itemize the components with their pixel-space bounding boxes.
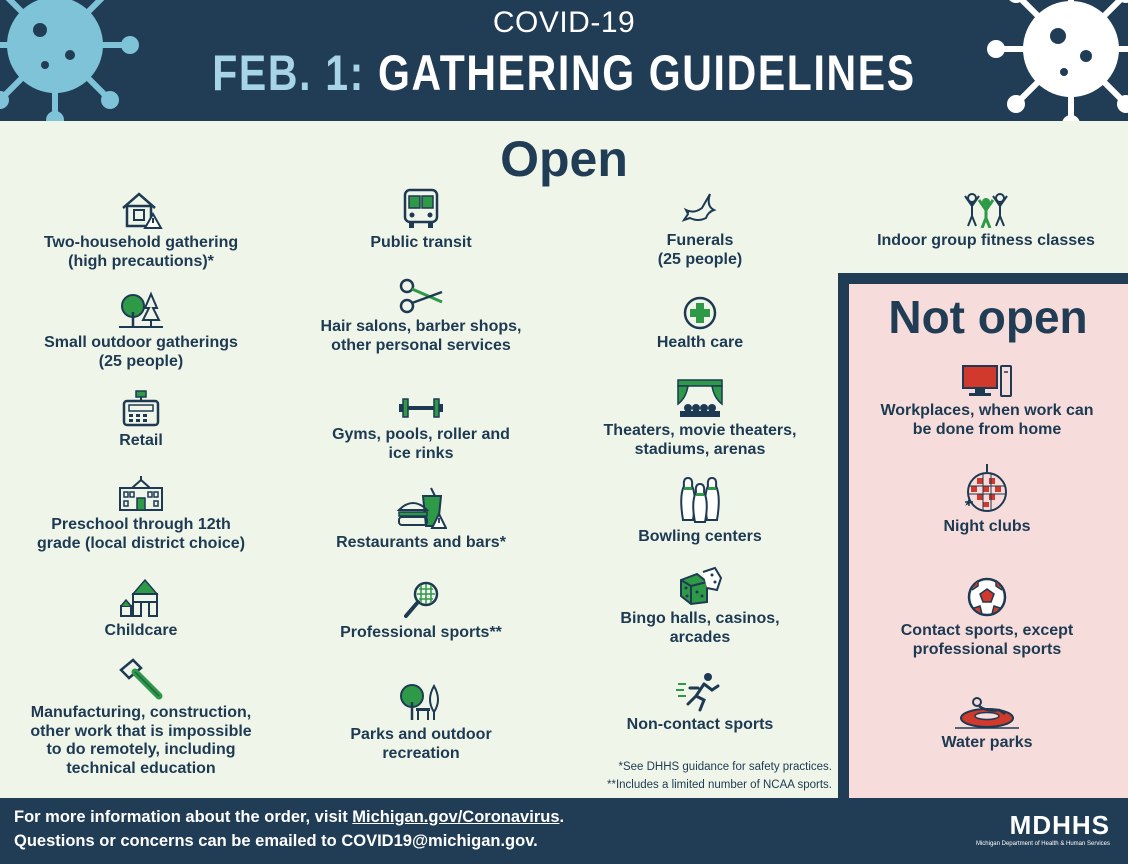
open-item: Small outdoor gatherings (25 people) (12, 290, 270, 371)
not-open-item: Water parks (856, 694, 1118, 753)
cash-register-icon (120, 390, 162, 428)
fitness-group-icon (962, 188, 1010, 228)
theater-stage-icon (676, 378, 724, 418)
school-icon (118, 476, 164, 512)
medical-cross-icon (683, 296, 717, 330)
open-item: Public transit (296, 188, 546, 253)
open-item: Hair salons, barber shops, other personal services (296, 278, 546, 355)
open-item: Non-contact sports (578, 672, 822, 735)
open-section-title: Open (500, 131, 628, 187)
open-item: Professional sports** (296, 580, 546, 643)
open-item: Funerals (25 people) (578, 188, 822, 269)
footnotes (580, 758, 832, 794)
open-item: Bowling centers (578, 474, 822, 547)
open-item: Health care (578, 296, 822, 353)
open-item: Manufacturing, construction, other work that is impossible to do remotely, including technical education (12, 658, 270, 778)
house-warning-icon (119, 188, 163, 230)
soccer-ball-icon (966, 576, 1008, 618)
park-bench-icon (398, 682, 444, 722)
open-item: Two-household gathering (high precautions)* (12, 188, 270, 271)
inner-tube-icon (955, 694, 1019, 730)
not-open-item: Workplaces, when work can be done from home (856, 364, 1118, 439)
header-banner (0, 0, 1128, 121)
open-item: Restaurants and bars* (296, 486, 546, 553)
open-item: Theaters, movie theaters, stadiums, arenas (578, 378, 822, 459)
tennis-racket-icon (401, 580, 441, 620)
open-item: Childcare (12, 578, 270, 641)
open-item: Preschool through 12th grade (local district choice) (12, 476, 270, 553)
open-item: Gyms, pools, roller and ice rinks (296, 394, 546, 463)
page-title (102, 44, 1027, 102)
dumbbell-icon (397, 394, 445, 422)
open-item: Indoor group fitness classes (846, 188, 1126, 251)
title-date: FEB. 1: (212, 45, 365, 101)
open-item: Retail (12, 390, 270, 451)
building-blocks-icon (117, 578, 165, 618)
footer-info-line: For more information about the order, visit Michigan.gov/Coronavirus. (14, 808, 565, 826)
footnote-2: **Includes a limited number of NCAA sports. (607, 779, 832, 791)
burger-drink-icon (395, 486, 447, 530)
logo-department: Michigan Department of Health & Human Services (975, 841, 1110, 847)
title-text: GATHERING GUIDELINES (378, 45, 916, 101)
coronavirus-link[interactable]: Michigan.gov/Coronavirus (352, 808, 560, 826)
not-open-title: Not open (888, 291, 1088, 343)
bowling-pins-icon (678, 474, 722, 524)
footer (0, 798, 1128, 864)
open-item: Bingo halls, casinos, arcades (578, 566, 822, 647)
disco-ball-icon (963, 464, 1011, 514)
scissors-icon (398, 278, 444, 314)
footnote-1: *See DHHS guidance for safety practices. (618, 761, 832, 773)
hammer-icon (119, 658, 163, 700)
footer-contact-line: Questions or concerns can be emailed to COVID19@michigan.gov. (14, 832, 538, 850)
computer-icon (961, 364, 1013, 398)
trees-icon (117, 290, 165, 330)
header-subtitle: COVID-19 (492, 6, 636, 39)
dove-icon (680, 188, 720, 228)
runner-icon (676, 672, 724, 712)
not-open-item: Contact sports, except professional sports (856, 576, 1118, 659)
open-item: Parks and outdoor recreation (296, 682, 546, 763)
mdhhs-logo (970, 810, 1110, 847)
not-open-item: Night clubs (856, 464, 1118, 537)
dice-icon (677, 566, 723, 606)
bus-icon (400, 188, 442, 230)
logo-mark: MDHHS (1009, 810, 1110, 840)
